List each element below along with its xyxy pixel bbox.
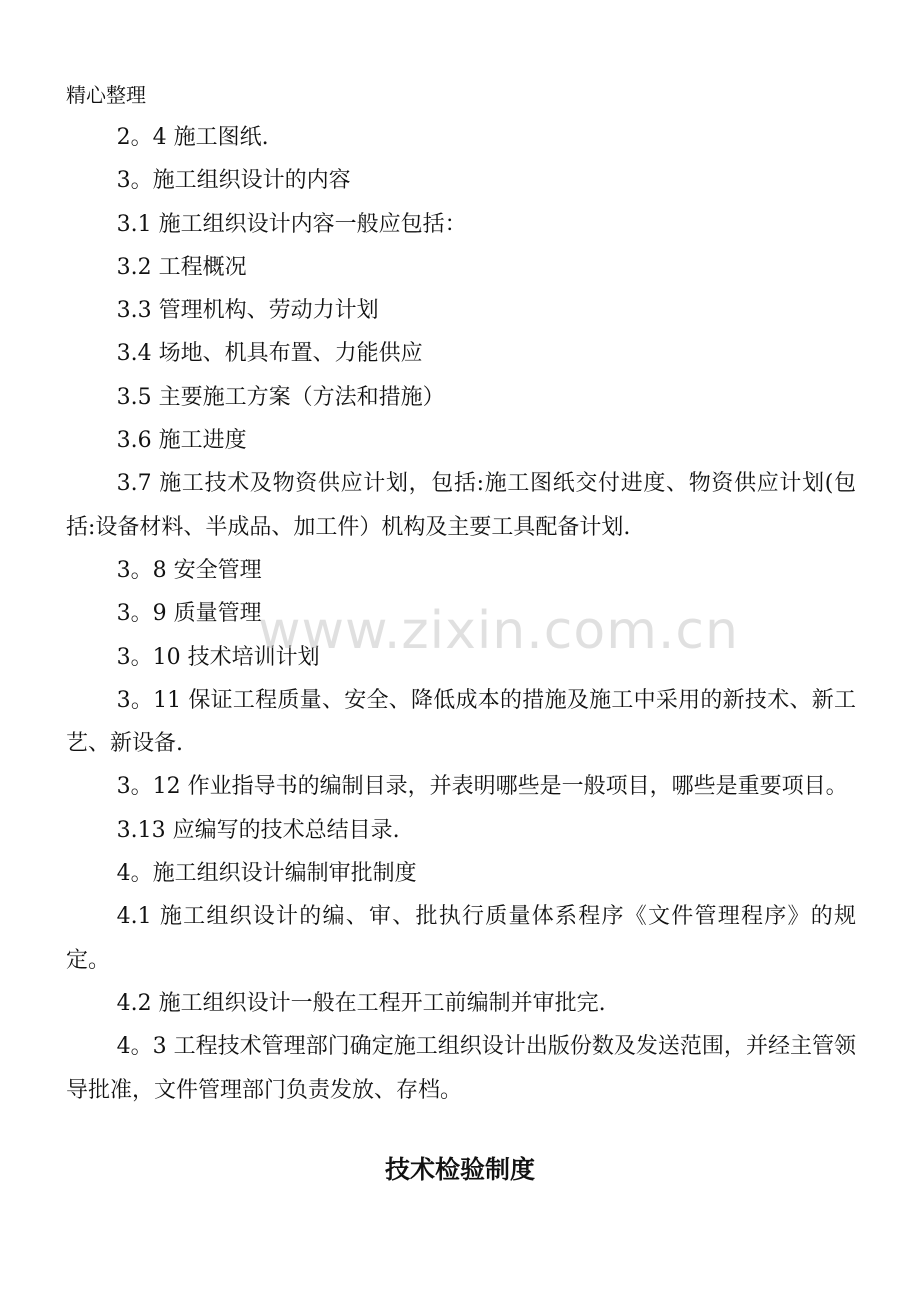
paragraph: 4.2 施工组织设计一般在工程开工前编制并审批完.	[116, 990, 606, 1016]
paragraph: 3.6 施工进度	[116, 428, 247, 454]
paragraph: 3。施工组织设计的内容	[116, 168, 351, 194]
paragraph: 3。9 质量管理	[116, 601, 262, 627]
paragraph: 2。4 施工图纸.	[116, 125, 269, 150]
section-title: 技术检验制度	[384, 1155, 535, 1184]
paragraph: 3.4 场地、机具布置、力能供应	[116, 341, 423, 367]
paragraph: 4。3 工程技术管理部门确定施工组织设计出版份数及发送范围，并经主管领导批准，文件管理部门负责发放、存档。	[66, 1034, 856, 1103]
paragraph: 4.1 施工组织设计的编、审、批执行质量体系程序《文件管理程序》的规定。	[66, 904, 856, 973]
paragraph: 3.3 管理机构、劳动力计划	[116, 298, 379, 324]
paragraph: 3.5 主要施工方案（方法和措施）	[116, 384, 445, 410]
paragraph: 3。11 保证工程质量、安全、降低成本的措施及施工中采用的新技术、新工艺、新设备.	[66, 687, 856, 757]
paragraph: 3。12 作业指导书的编制目录，并表明哪些是一般项目，哪些是重要项目。	[116, 774, 848, 800]
paragraph: 4。施工组织设计编制审批制度	[116, 861, 417, 887]
paragraph: 3。8 安全管理	[116, 557, 262, 583]
document-body	[66, 116, 856, 1112]
paragraph: 3.1 施工组织设计内容一般应包括：	[116, 211, 467, 237]
paragraph: 3.13 应编写的技术总结目录.	[116, 817, 400, 843]
paragraph: 3.2 工程概况	[116, 254, 247, 280]
watermark: www.zixin.com.cn	[258, 601, 739, 661]
paragraph: 3。10 技术培训计划	[116, 644, 320, 670]
paragraph: 3.7 施工技术及物资供应计划，包括:施工图纸交付进度、物资供应计划(包括:设备材料、半成品、加工件）机构及主要工具配备计划.	[66, 471, 856, 540]
header-note: 精心整理	[66, 83, 146, 107]
